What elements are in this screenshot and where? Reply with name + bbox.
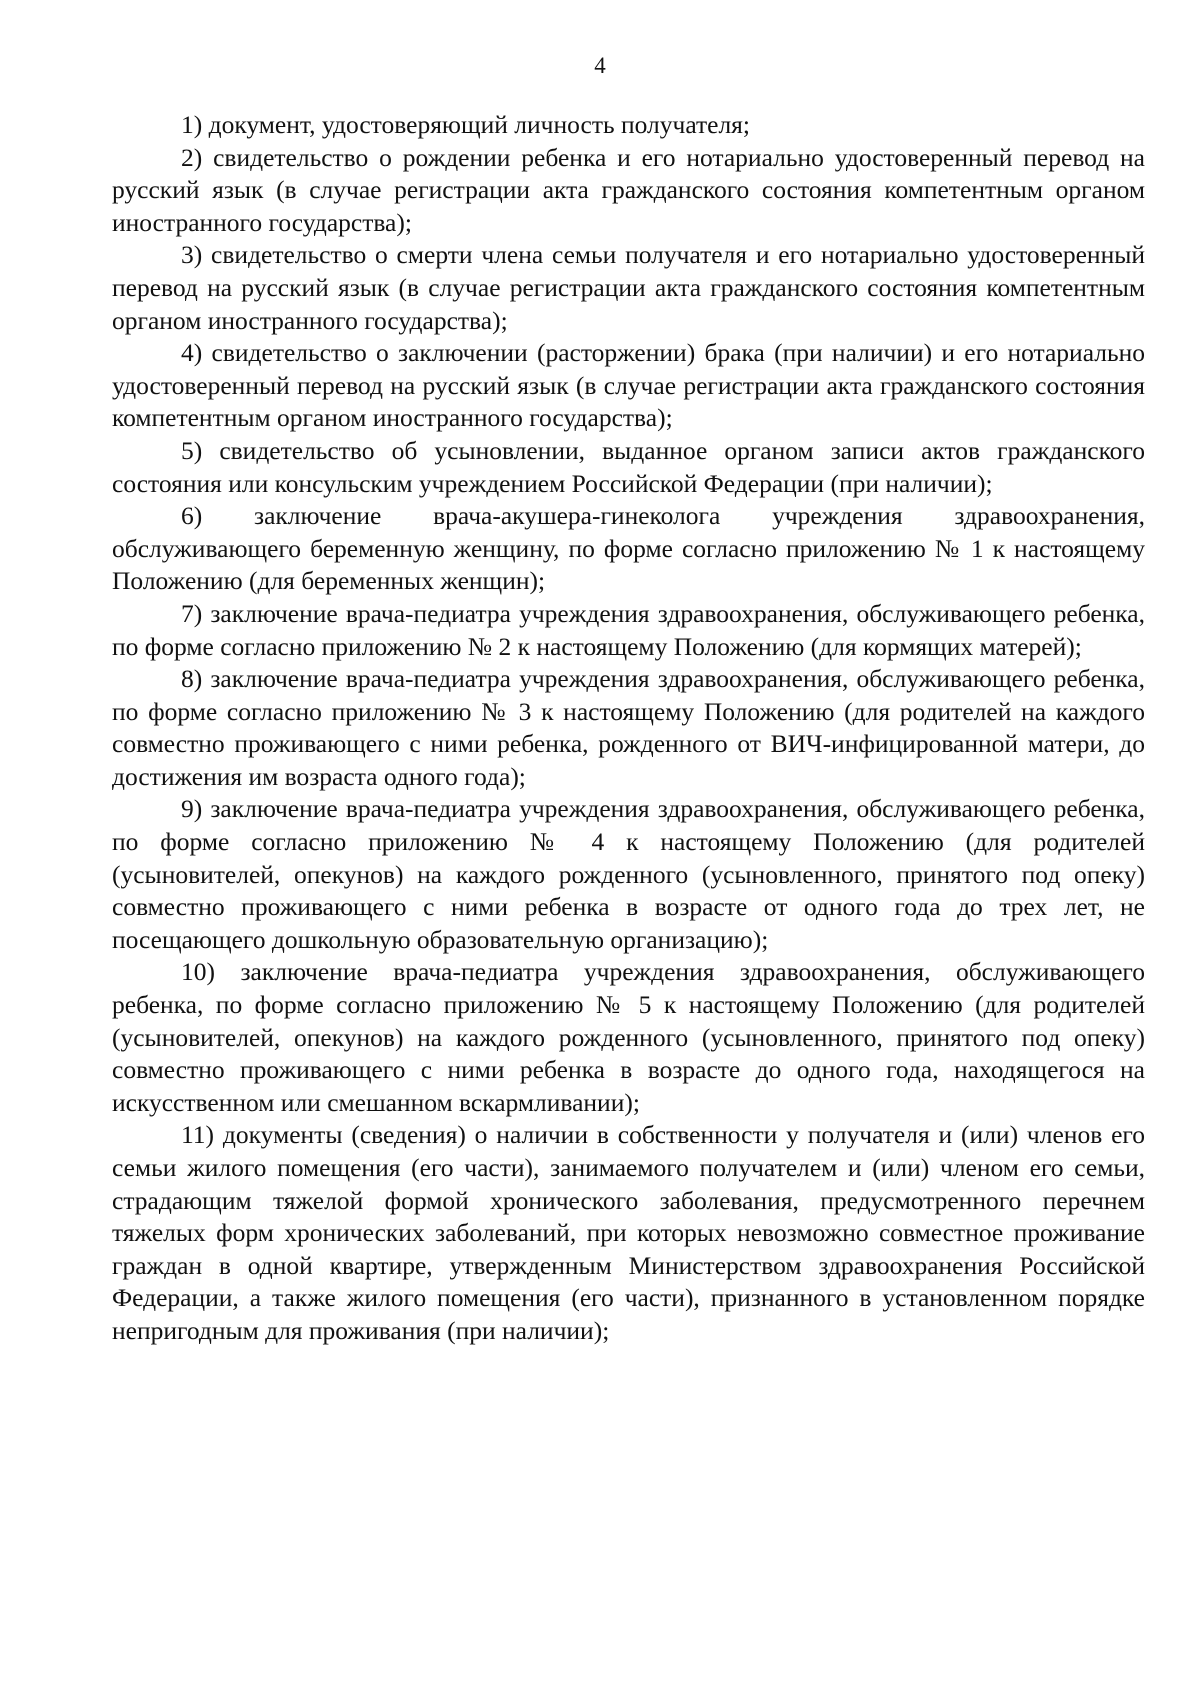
document-list — [112, 109, 1145, 1348]
list-item-10: 10) заключение врача-педиатра учреждения здравоохранения, обслуживающего ребенка, по форме согласно приложению № 5 к настоящему Положению (для родителей (усыновителей, опекунов) на каждого рожденного (усыновленного, принятого под опеку) совместно проживающего с ними ребенка в возрасте до одного года, находящегося на искусственном или смешанном вскармливании); — [112, 957, 1145, 1117]
page-number: 4 — [594, 53, 606, 78]
list-item-5: 5) свидетельство об усыновлении, выданное органом записи актов гражданского состояния или консульским учреждением Российской Федерации (при наличии); — [112, 435, 1145, 498]
list-item-8: 8) заключение врача-педиатра учреждения здравоохранения, обслуживающего ребенка, по форме согласно приложению № 3 к настоящему Положению (для родителей на каждого совместно проживающего с ними ребенка, рожденного от ВИЧ-инфицированной матери, до достижения им возраста одного года); — [112, 664, 1145, 791]
list-item-7: 7) заключение врача-педиатра учреждения здравоохранения, обслуживающего ребенка, по форме согласно приложению № 2 к настоящему Положению (для кормящих матерей); — [112, 598, 1145, 661]
list-item-3: 3) свидетельство о смерти члена семьи получателя и его нотариально удостоверенный перевод на русский язык (в случае регистрации акта гражданского состояния компетентным органом иностранного государства); — [112, 240, 1145, 335]
list-item-4: 4) свидетельство о заключении (расторжении) брака (при наличии) и его нотариально удостоверенный перевод на русский язык (в случае регистрации акта гражданского состояния компетентным органом иностранного государства); — [112, 338, 1145, 433]
list-item-2: 2) свидетельство о рождении ребенка и его нотариально удостоверенный перевод на русский язык (в случае регистрации акта гражданского состояния компетентным органом иностранного государства); — [112, 142, 1145, 237]
list-item-11: 11) документы (сведения) о наличии в собственности у получателя и (или) членов его семьи жилого помещения (его части), занимаемого получателем и (или) членом его семьи, страдающим тяжелой формой хронического заболевания, предусмотренного перечнем тяжелых форм хронических заболеваний, при которых невозможно совместное проживание граждан в одной квартире, утвержденным Министерством здравоохранения Российской Федерации, а также жилого помещения (его части), признанного в установленном порядке непригодным для проживания (при наличии); — [112, 1120, 1145, 1345]
list-item-9: 9) заключение врача-педиатра учреждения здравоохранения, обслуживающего ребенка, по форме согласно приложению № 4 к настоящему Положению (для родителей (усыновителей, опекунов) на каждого рожденного (усыновленного, принятого под опеку) совместно проживающего с ними ребенка в возрасте от одного года до трех лет, не посещающего дошкольную образовательную организацию); — [112, 794, 1145, 954]
list-item-1: 1) документ, удостоверяющий личность получателя; — [181, 110, 750, 139]
list-item-6: 6) заключение врача-акушера-гинеколога учреждения здравоохранения, обслуживающего беременную женщину, по форме согласно приложению № 1 к настоящему Положению (для беременных женщин); — [112, 501, 1145, 596]
